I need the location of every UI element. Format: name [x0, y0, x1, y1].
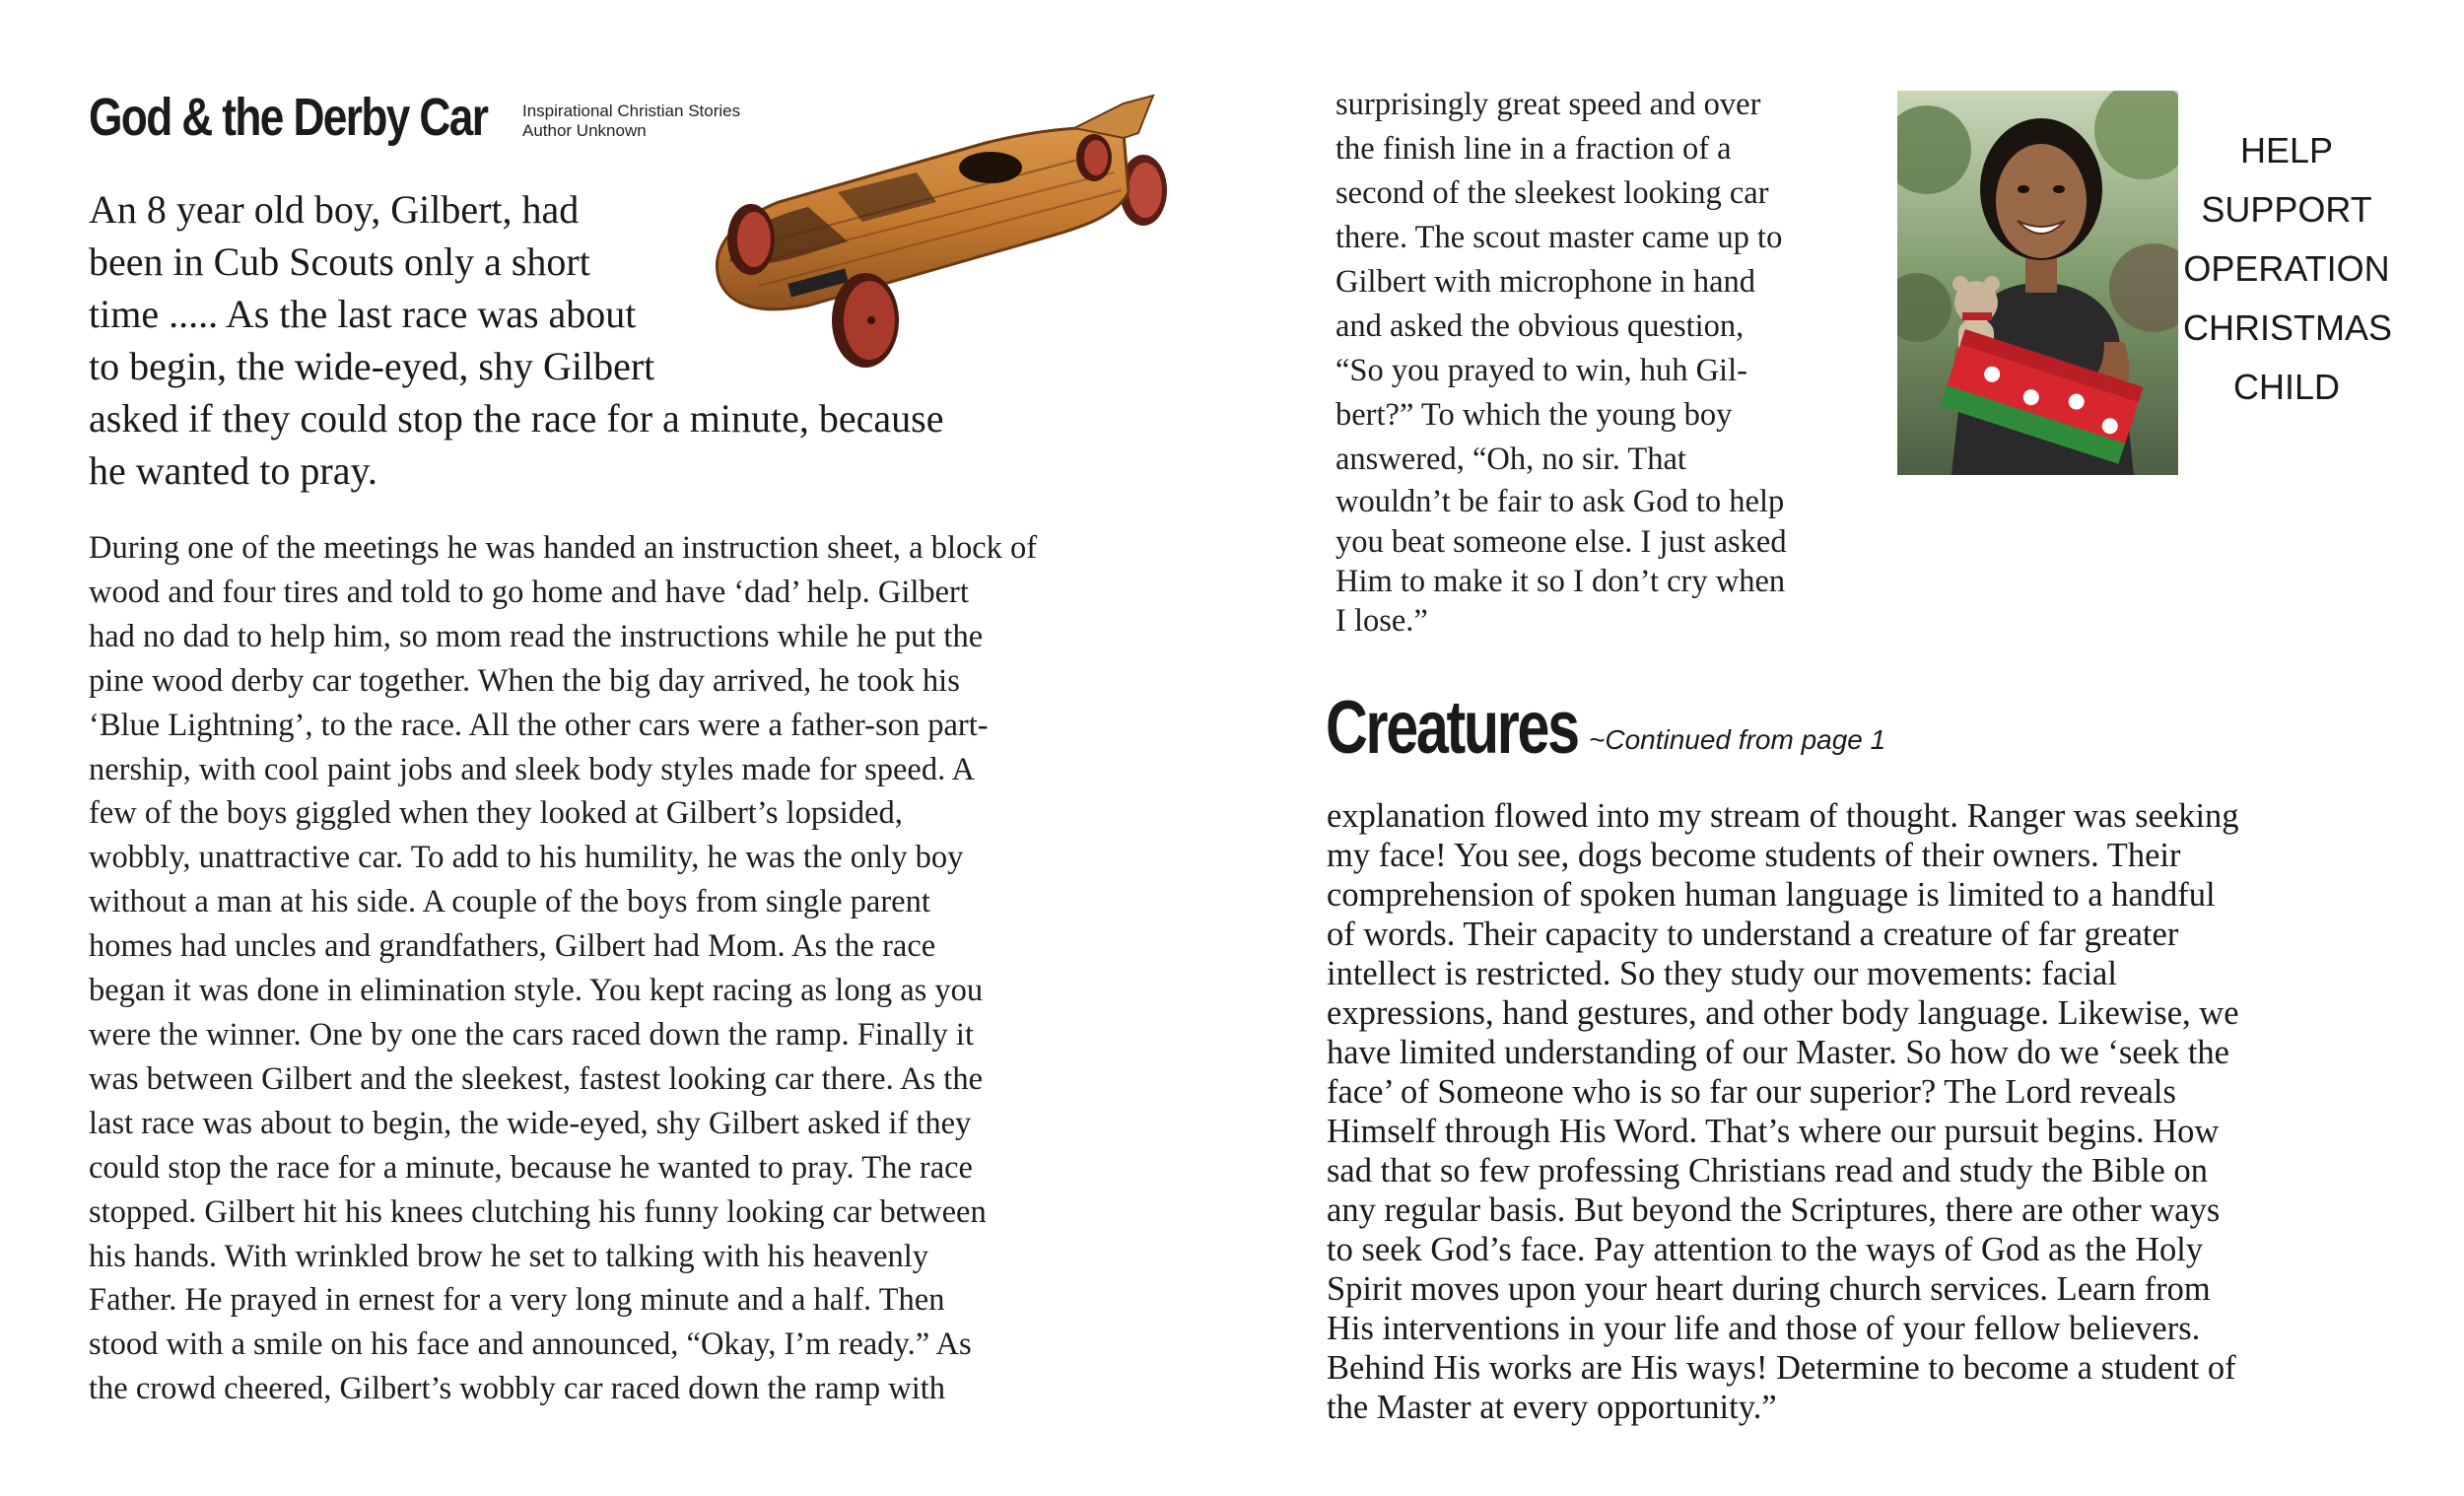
help-support-ad	[2183, 121, 2393, 417]
ad-line: SUPPORT	[2201, 189, 2372, 230]
lead-line: he wanted to pray.	[89, 448, 377, 493]
continuation-line: the finish line in a fraction of a	[1335, 131, 1732, 167]
continuation-line: wouldn’t be fair to ask God to help	[1335, 484, 1785, 519]
creatures-line: His interventions in your life and those of your fellow believers.	[1327, 1310, 2201, 1347]
lead-line: An 8 year old boy, Gilbert, had	[89, 187, 580, 232]
creatures-line: face’ of Someone who is so far our superior? The Lord reveals	[1327, 1073, 2176, 1111]
creatures-line: intellect is restricted. So they study our movements: facial	[1327, 955, 2117, 992]
creatures-line: sad that so few professing Christians read and study the Bible on	[1327, 1152, 2208, 1190]
girl-with-gift-photo	[1897, 91, 2178, 475]
creatures-line: explanation flowed into my stream of thought. Ranger was seeking	[1327, 797, 2239, 835]
body-line: began it was done in elimination style. You kept racing as long as you	[89, 973, 984, 1009]
lead-line: time ..... As the last race was about	[89, 292, 637, 336]
body-line: without a man at his side. A couple of the boys from single parent	[89, 884, 930, 920]
lead-line: been in Cub Scouts only a short	[89, 239, 590, 284]
continuation-line: you beat someone else. I just asked	[1335, 524, 1787, 560]
body-line: wobbly, unattractive car. To add to his humility, he was the only boy	[89, 840, 964, 876]
byline-author: Author Unknown	[522, 121, 647, 140]
continuation-line: “So you prayed to win, huh Gil-	[1335, 353, 1747, 388]
creatures-line: Spirit moves upon your heart during church services. Learn from	[1327, 1270, 2211, 1308]
creatures-line: of words. Their capacity to understand a creature of far greater	[1327, 916, 2179, 953]
lead-line: asked if they could stop the race for a minute, because	[89, 396, 944, 441]
continuation-line: second of the sleekest looking car	[1335, 175, 1769, 211]
body-line: wood and four tires and told to go home and have ‘dad’ help. Gilbert	[89, 574, 969, 610]
creatures-line: Himself through His Word. That’s where our pursuit begins. How	[1327, 1113, 2220, 1150]
continuation-line: and asked the obvious question,	[1335, 308, 1745, 344]
body-line: few of the boys giggled when they looked at Gilbert’s lopsided,	[89, 795, 903, 832]
byline-source: Inspirational Christian Stories	[522, 102, 741, 120]
body-line: stopped. Gilbert hit his knees clutching his funny looking car between	[89, 1193, 987, 1230]
continuation-line: bert?” To which the young boy	[1335, 397, 1733, 433]
lead-line: to begin, the wide-eyed, shy Gilbert	[89, 344, 655, 388]
continued-note: ~Continued from page 1	[1589, 724, 1886, 755]
continuation-paragraph	[1335, 83, 1787, 641]
body-line: had no dad to help him, so mom read the instructions while he put the	[89, 618, 984, 654]
body-line: the crowd cheered, Gilbert’s wobbly car raced down the ramp with	[89, 1371, 946, 1407]
continuation-line: there. The scout master came up to	[1335, 220, 1783, 255]
ad-line: HELP	[2239, 130, 2334, 170]
creatures-line: expressions, hand gestures, and other body language. Likewise, we	[1327, 994, 2239, 1032]
continuation-line: I lose.”	[1335, 603, 1428, 639]
creatures-paragraph	[1327, 796, 2239, 1427]
creatures-title: Creatures	[1326, 686, 1578, 770]
body-line: last race was about to begin, the wide-eyed, shy Gilbert asked if they	[89, 1105, 972, 1141]
body-line: pine wood derby car together. When the big day arrived, he took his	[89, 662, 960, 699]
article-title: God & the Derby Car	[89, 88, 488, 147]
continuation-line: surprisingly great speed and over	[1335, 87, 1761, 122]
ad-line: OPERATION	[2183, 248, 2390, 289]
creatures-line: Behind His works are His ways! Determine to become a student of	[1327, 1349, 2236, 1387]
creatures-line: any regular basis. But beyond the Scriptures, there are other ways	[1327, 1191, 2221, 1229]
ad-line: CHILD	[2232, 367, 2341, 407]
creatures-line: comprehension of spoken human language is limited to a handful	[1327, 876, 2216, 914]
body-line: homes had uncles and grandfathers, Gilbert had Mom. As the race	[89, 928, 936, 965]
body-line: nership, with cool paint jobs and sleek body styles made for speed. A	[89, 751, 976, 787]
body-line: his hands. With wrinkled brow he set to talking with his heavenly	[89, 1238, 928, 1274]
creatures-line: my face! You see, dogs become students of their owners. Their	[1327, 837, 2181, 874]
continuation-line: Him to make it so I don’t cry when	[1335, 564, 1786, 599]
body-line: was between Gilbert and the sleekest, fastest looking car there. As the	[89, 1060, 984, 1097]
body-line: stood with a smile on his face and announced, “Okay, I’m ready.” As	[89, 1326, 972, 1363]
body-line: ‘Blue Lightning’, to the race. All the other cars were a father-son part-	[89, 707, 989, 743]
continuation-line: Gilbert with microphone in hand	[1335, 264, 1756, 300]
body-line: During one of the meetings he was handed an instruction sheet, a block of	[89, 530, 1038, 566]
creatures-line: have limited understanding of our Master. So how do we ‘seek the	[1327, 1034, 2229, 1071]
body-line: could stop the race for a minute, because he wanted to pray. The race	[89, 1149, 973, 1186]
ad-line: CHRISTMAS	[2183, 307, 2393, 348]
creatures-line: to seek God’s face. Pay attention to the ways of God as the Holy	[1327, 1231, 2204, 1268]
body-line: were the winner. One by one the cars raced down the ramp. Finally it	[89, 1016, 974, 1053]
creatures-line: the Master at every opportunity.”	[1327, 1389, 1777, 1426]
body-line: Father. He prayed in ernest for a very long minute and a half. Then	[89, 1282, 945, 1319]
continuation-line: answered, “Oh, no sir. That	[1335, 442, 1686, 477]
lead-paragraph	[89, 183, 943, 497]
body-paragraph	[89, 526, 1037, 1411]
